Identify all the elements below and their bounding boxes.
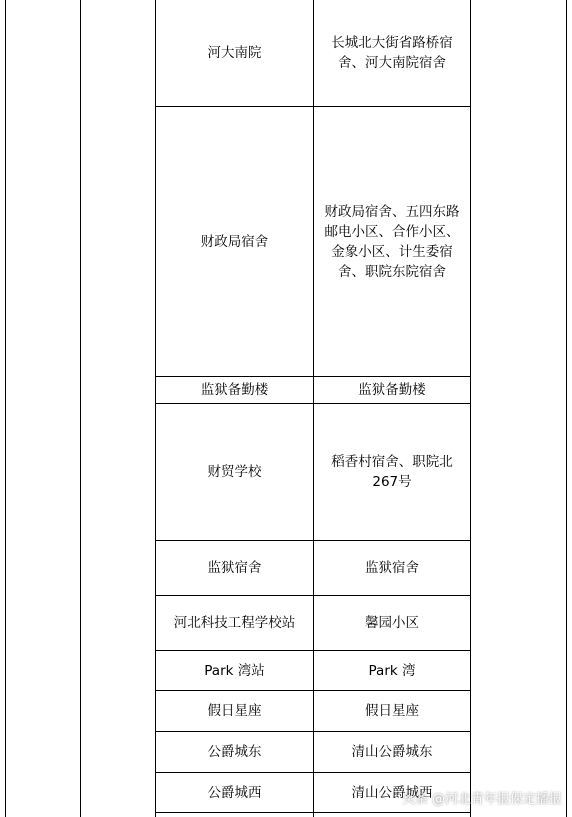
stop-cell <box>156 377 313 403</box>
area-names: 财政局宿舍、五四东路邮电小区、合作小区、金象小区、计生委宿舍、职院东院宿舍 <box>324 203 460 280</box>
stop-name: Park 湾站 <box>204 662 265 679</box>
stop-cell <box>156 0 313 106</box>
stop-cell <box>156 651 313 690</box>
stop-name: 公爵城西 <box>207 784 262 801</box>
watermark <box>402 788 562 807</box>
area-cell <box>314 107 470 376</box>
area-names: 监狱宿舍 <box>365 560 419 576</box>
area-names: 假日星座 <box>365 703 419 719</box>
area-cell <box>314 541 470 595</box>
stop-cell <box>156 732 313 772</box>
area-names: 清山公爵城东 <box>351 744 433 760</box>
stop-cell <box>156 691 313 731</box>
area-cell <box>314 732 470 772</box>
table-border-left <box>5 0 6 817</box>
stop-name: 公爵城东 <box>207 744 262 760</box>
stop-name: 监狱宿舍 <box>207 560 262 576</box>
area-names: 监狱备勤楼 <box>358 382 426 398</box>
stop-cell <box>156 773 313 812</box>
table-col-divider-1 <box>80 0 81 817</box>
area-names: 稻香村宿舍、职院北267号 <box>331 454 453 490</box>
row-divider <box>155 812 471 813</box>
stop-cell <box>156 541 313 595</box>
area-cell <box>314 691 470 731</box>
area-cell <box>314 596 470 650</box>
stop-name: 监狱备勤楼 <box>200 382 269 398</box>
stop-cell <box>156 596 313 650</box>
area-names: Park 湾 <box>368 662 416 679</box>
stop-name: 假日星座 <box>207 703 262 719</box>
area-cell <box>314 651 470 690</box>
stop-cell <box>156 107 313 376</box>
table-border-right <box>566 0 567 817</box>
area-names: 清山公爵城西 <box>351 784 433 801</box>
stop-name: 河北科技工程学校站 <box>173 615 296 631</box>
stop-name: 财政局宿舍 <box>200 233 269 250</box>
area-names: 馨园小区 <box>365 615 419 631</box>
stop-cell <box>156 404 313 540</box>
stop-name: 河大南院 <box>207 45 262 61</box>
table-col-divider-4 <box>470 0 471 817</box>
area-names: 长城北大街省路桥宿舍、河大南院宿舍 <box>331 35 453 71</box>
watermark-text: 头条 @河北青年报保定播报 <box>401 792 562 807</box>
area-cell <box>314 377 470 403</box>
stop-name: 财贸学校 <box>207 464 262 480</box>
area-cell <box>314 404 470 540</box>
area-cell <box>314 0 470 106</box>
